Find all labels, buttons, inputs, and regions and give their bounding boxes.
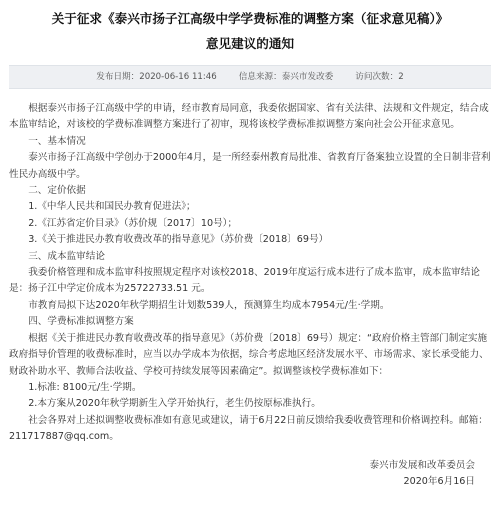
info-source: 信息来源：泰兴市发改委 (238, 72, 334, 82)
section-heading-cost: 三、成本监审结论 (28, 250, 105, 262)
meta-bar (9, 65, 491, 89)
enrollment-paragraph: 市教育局拟下达2020年秋学期招生计划数539人，预测算生均成本7954元/生·学期。 (28, 299, 390, 311)
section-heading-basis: 二、定价依据 (28, 185, 86, 197)
basis-item: 2.《江苏省定价目录》（苏价规〔2017〕10号）； (28, 217, 238, 229)
section-heading-basic: 一、基本情况 (28, 135, 86, 147)
spacer (9, 446, 491, 458)
basis-item: 1.《中华人民共和国民办教育促进法》； (28, 201, 196, 213)
publish-time: 发布日期：2020-06-16 11:46 (96, 72, 217, 82)
title-line-1: 关于征求《泰兴市扬子江高级中学学费标准的调整方案（征求意见稿）》 (51, 11, 449, 26)
cost-paragraph: 我委价格管理和成本监审科按照规定程序对该校2018、2019年度运行成本进行了成本监审，成本监审结论是：扬子江中学定价成本为25722733.51 元。 (9, 267, 480, 295)
notice-body (9, 101, 491, 490)
basic-info-paragraph: 泰兴市扬子江高级中学创办于2000年4月，是一所经泰州教育局批准、省教育厅备案独立设置的全日制非营利性民办高级中学。 (9, 152, 491, 180)
basis-item: 3.《关于推进民办教育收费改革的指导意见》（苏价费〔2018〕69号） (28, 234, 329, 246)
section-heading-plan: 四、学费标准拟调整方案 (28, 316, 134, 328)
plan-paragraph: 根据《关于推进民办教育收费改革的指导意见》（苏价费〔2018〕69号）规定：“政府价格主管部门制定实施政府指导价管理的收费标准时，应当以办学成本为依据，综合考虑地区经济发展水平、市场需求、家长承受能力、财政补助水平、教师合法收益、学校可持续发展等因素确定”。拟调整该校学费标准如下： (9, 332, 489, 377)
closing-paragraph: 社会各界对上述拟调整收费标准如有意见或建议，请于6月22日前反馈给我委收费管理和价格调控科。邮箱：211717887@qq.com。 (9, 414, 488, 443)
intro-paragraph: 根据泰兴市扬子江高级中学的申请，经市教育局同意，我委依据国家、省有关法律、法规和文件规定，结合成本监审结论，对该校的学费标准调整方案进行了初审，现将该校学费标准拟调整方案向社会公开征求意见。 (9, 103, 489, 131)
view-count: 访问次数：2 (355, 72, 404, 82)
signature-org: 泰兴市发展和改革委员会 (369, 459, 475, 471)
signature-date: 2020年6月16日 (403, 475, 475, 487)
plan-item: 1.标准: 8100元/生·学期。 (28, 381, 142, 393)
notice-title (9, 0, 491, 53)
plan-item: 2.本方案从2020年秋学期新生入学开始执行，老生仍按原标准执行。 (28, 398, 321, 410)
title-line-2: 意见建议的通知 (205, 36, 295, 51)
